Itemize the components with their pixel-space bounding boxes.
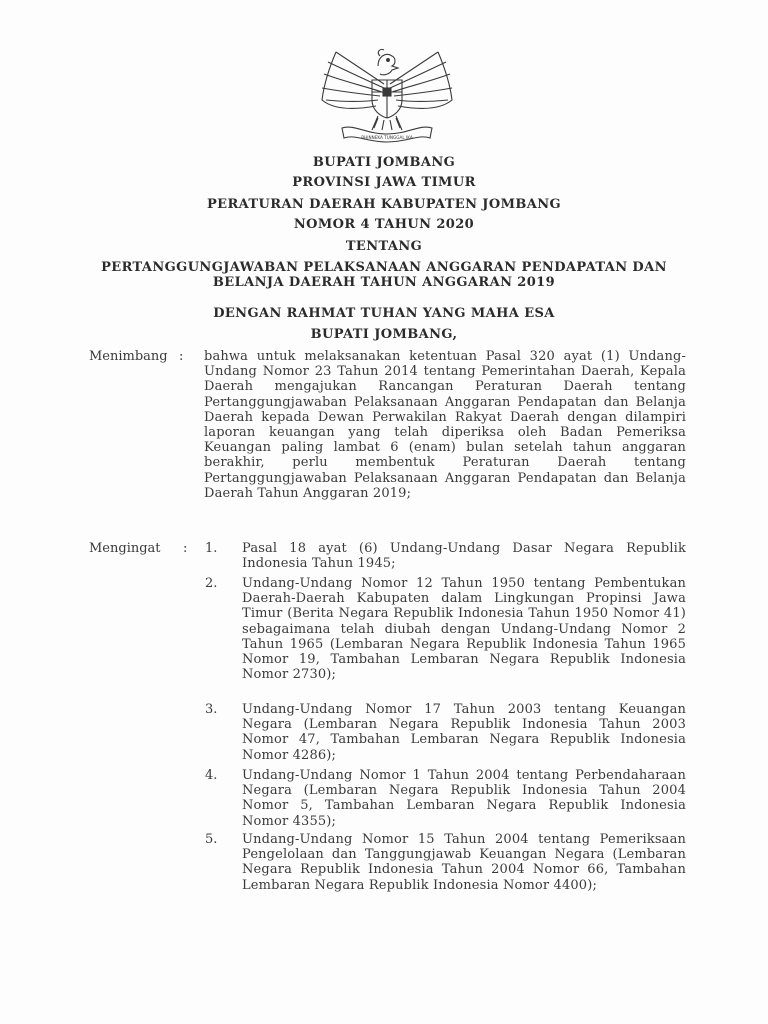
list-item-number: 3. bbox=[205, 702, 218, 717]
regulation-line-2: NOMOR 4 TAHUN 2020 bbox=[293, 217, 475, 232]
menimbang-label: Menimbang bbox=[89, 349, 168, 364]
list-item-text: Pasal 18 ayat (6) Undang-Undang Dasar Negara Republik Indonesia Tahun 1945; bbox=[242, 541, 686, 572]
emblem-motto: BHINNEKA TUNGGAL IKA bbox=[361, 135, 413, 140]
regulation-line-1: PERATURAN DAERAH KABUPATEN JOMBANG bbox=[206, 197, 562, 212]
list-item-text: Undang-Undang Nomor 1 Tahun 2004 tentang Perbendaharaan Negara (Lembaran Negara Republik Indonesia Tahun 2004 Nomor 5, Tambahan Lembaran Negara Republik Indonesia Nomor 4355); bbox=[242, 768, 686, 829]
mengingat-label: Mengingat bbox=[89, 541, 161, 556]
about-heading: TENTANG bbox=[345, 239, 423, 254]
menimbang-text: bahwa untuk melaksanakan ketentuan Pasal 320 ayat (1) Undang-Undang Nomor 23 Tahun 2014 tentang Pemerintahan Daerah, Kepala Daerah mengajukan Rancangan Peraturan Daerah tentang Pertanggungjawaban Pelaksanaan Anggaran Pendapatan dan Belanja Daerah kepada Dewan Perwakilan Rakyat Daerah dengan dilampiri laporan keuangan yang telah diperiksa oleh Badan Pemeriksa Keuangan paling lambat 6 (enam) bulan setelah tahun anggaran berakhir, perlu membentuk Peraturan Daerah tentang Pertanggungjawaban Pelaksanaan Anggaran Pendapatan dan Belanja Daerah Tahun Anggaran 2019; bbox=[204, 349, 686, 501]
title-line-1: BUPATI JOMBANG bbox=[312, 155, 456, 170]
mengingat-colon: : bbox=[183, 541, 188, 556]
list-item-number: 5. bbox=[205, 832, 218, 847]
garuda-emblem-icon bbox=[314, 44, 460, 144]
list-item-text: Undang-Undang Nomor 17 Tahun 2003 tentang Keuangan Negara (Lembaran Negara Republik Indonesia Tahun 2003 Nomor 47, Tambahan Lembaran Negara Republik Indonesia Nomor 4286); bbox=[242, 702, 686, 763]
list-item-text: Undang-Undang Nomor 15 Tahun 2004 tentang Pemeriksaan Pengelolaan dan Tanggungjawab Keuangan Negara (Lembaran Negara Republik Indonesia Tahun 2004 Nomor 66, Tambahan Lembaran Negara Republik Indonesia Nomor 4400); bbox=[242, 832, 686, 893]
subject-line-2: BELANJA DAERAH TAHUN ANGGARAN 2019 bbox=[212, 275, 556, 290]
list-item-number: 2. bbox=[205, 576, 218, 591]
list-item-number: 4. bbox=[205, 768, 218, 783]
list-item-number: 1. bbox=[205, 541, 218, 556]
menimbang-colon: : bbox=[179, 349, 184, 364]
authority-line: BUPATI JOMBANG, bbox=[310, 327, 458, 342]
subject-line-1: PERTANGGUNGJAWABAN PELAKSANAAN ANGGARAN PENDAPATAN DAN bbox=[101, 260, 667, 275]
blessing-line: DENGAN RAHMAT TUHAN YANG MAHA ESA bbox=[213, 306, 555, 321]
list-item-text: Undang-Undang Nomor 12 Tahun 1950 tentang Pembentukan Daerah-Daerah Kabupaten dalam Lingkungan Propinsi Jawa Timur (Berita Negara Republik Indonesia Tahun 1950 Nomor 41) sebagaimana telah diubah dengan Undang-Undang Nomor 2 Tahun 1965 (Lembaran Negara Republik Indonesia Tahun 1965 Nomor 19, Tambahan Lembaran Negara Republik Indonesia Nomor 2730); bbox=[242, 576, 686, 683]
title-line-2: PROVINSI JAWA TIMUR bbox=[292, 175, 476, 190]
